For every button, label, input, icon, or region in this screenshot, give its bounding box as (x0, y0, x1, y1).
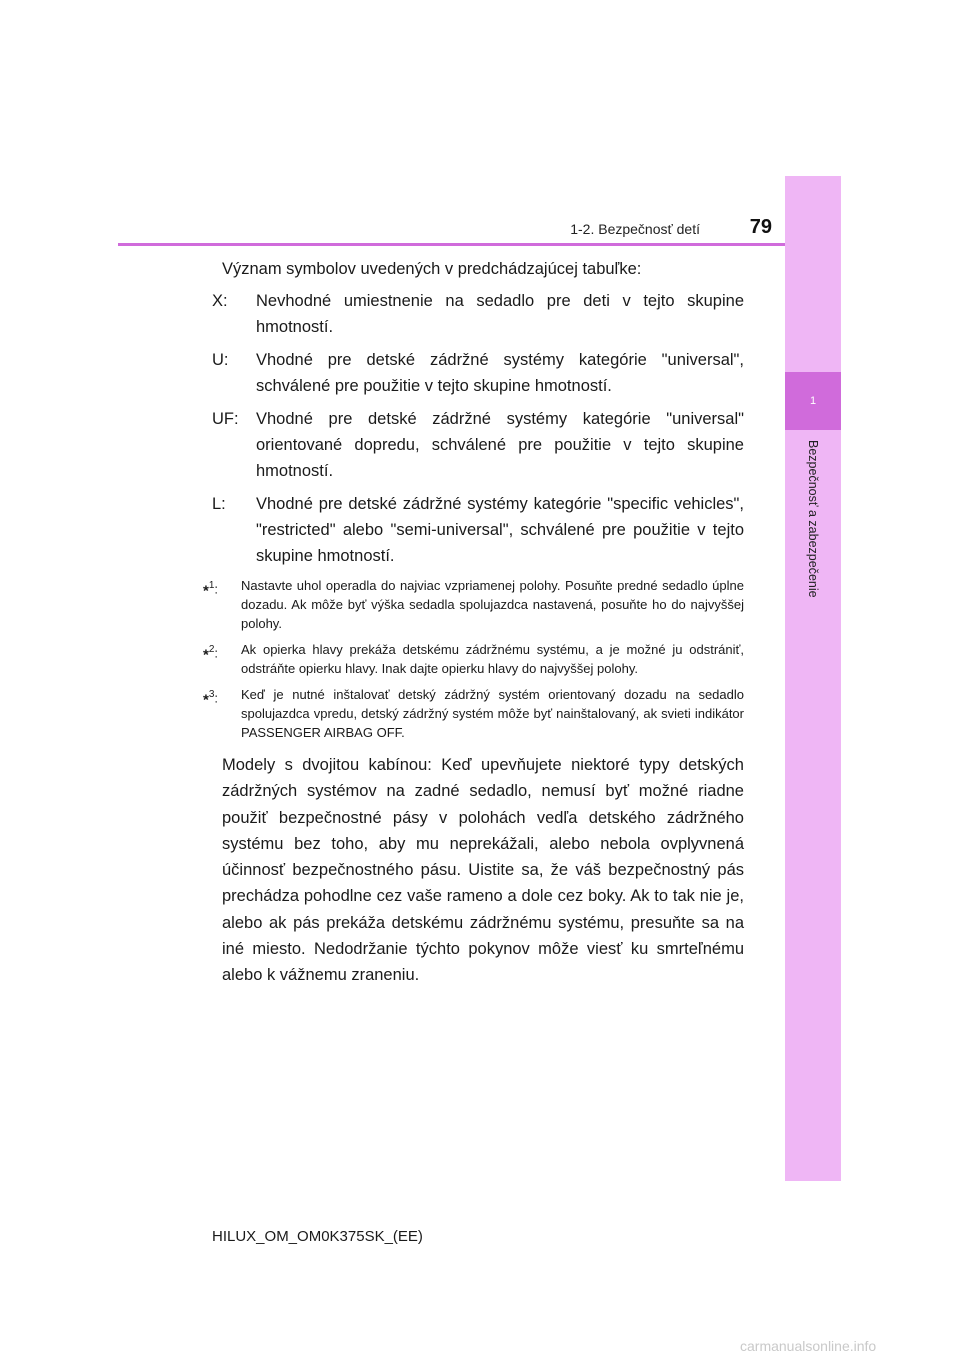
footnote (203, 576, 744, 633)
header-divider (118, 243, 785, 246)
legend-intro: Význam symbolov uvedených v predchádzajúcej tabuľke: (222, 260, 642, 278)
legend-text: Vhodné pre detské zádržné systémy kategórie "specific vehicles", "restricted" alebo "semi-universal", schválené pre použitie v tejto skupine hmotností. (256, 495, 744, 565)
legend-key: U: (212, 351, 229, 369)
footnote (203, 685, 744, 742)
footnote-marker: *$^2$: (203, 644, 219, 664)
legend-item (212, 406, 744, 484)
watermark: carmanualsonline.info (740, 1338, 877, 1354)
footnote (203, 640, 744, 678)
manual-code: HILUX_OM_OM0K375SK_(EE) (212, 1228, 423, 1245)
footnote-marker: *$^3$: (203, 689, 219, 709)
legend-key: L: (212, 495, 226, 513)
legend-item (212, 491, 744, 569)
footnotes (203, 576, 744, 742)
symbol-legend (212, 288, 744, 569)
page-number: 79 (749, 216, 772, 238)
footnote-text: Nastavte uhol operadla do najviac vzpriamenej polohy. Posuňte predné sedadlo úplne dozadu. Ak môže byť výška sedadla spolujazdca nastavená, posuňte ho do najvyššej polohy. (241, 578, 744, 631)
legend-key: X: (212, 292, 228, 310)
legend-text: Nevhodné umiestnenie na sedadlo pre deti v tejto skupine hmotností. (256, 292, 744, 336)
legend-text: Vhodné pre detské zádržné systémy kategórie "universal" orientované dopredu, schválené pre použitie v tejto skupine hmotností. (256, 410, 744, 480)
chapter-title-vertical: Bezpečnosť a zabezpečenie (806, 440, 820, 598)
legend-text: Vhodné pre detské zádržné systémy kategórie "universal", schválené pre použitie v tejto skupine hmotností. (256, 351, 744, 395)
chapter-side-tab (785, 176, 841, 1181)
legend-item (212, 347, 744, 399)
legend-key: UF: (212, 410, 239, 428)
chapter-number-tab: 1 (785, 372, 841, 430)
footnote-text: Keď je nutné inštalovať detský zádržný systém orientovaný dozadu na sedadlo spolujazdca vpredu, detský zádržný systém môže byť nainštalovaný, ak svieti indikátor PASSENGER AIRBAG OFF. (241, 687, 744, 740)
legend-item (212, 288, 744, 340)
footnote-text: Ak opierka hlavy prekáža detskému zádržnému systému, a je možné ju odstrániť, odstráňte opierku hlavy. Inak dajte opierku hlavy do najvyššej polohy. (241, 642, 744, 676)
double-cab-paragraph: Modely s dvojitou kabínou: Keď upevňujete niektoré typy detských zádržných systémov na zadné sedadlo, nemusí byť možné riadne použiť bezpečnostné pásy v polohách vedľa detského zádržného systému bez toho, aby mu neprekážali, alebo nebola ovplyvnená účinnosť bezpečnostného pásu. Uistite sa, že váš bezpečnostný pás prechádza pohodlne cez vaše rameno a dole cez boky. Ak to tak nie je, alebo ak pás prekáža detskému zádržnému systému, presuňte sa na iné miesto. Nedodržanie týchto pokynov môže viesť ku smrteľnému alebo k vážnemu zraneniu. (222, 756, 744, 985)
page-content (203, 256, 744, 989)
header-section-title: 1-2. Bezpečnosť detí (570, 221, 700, 237)
footnote-marker: *$^1$: (203, 580, 219, 600)
